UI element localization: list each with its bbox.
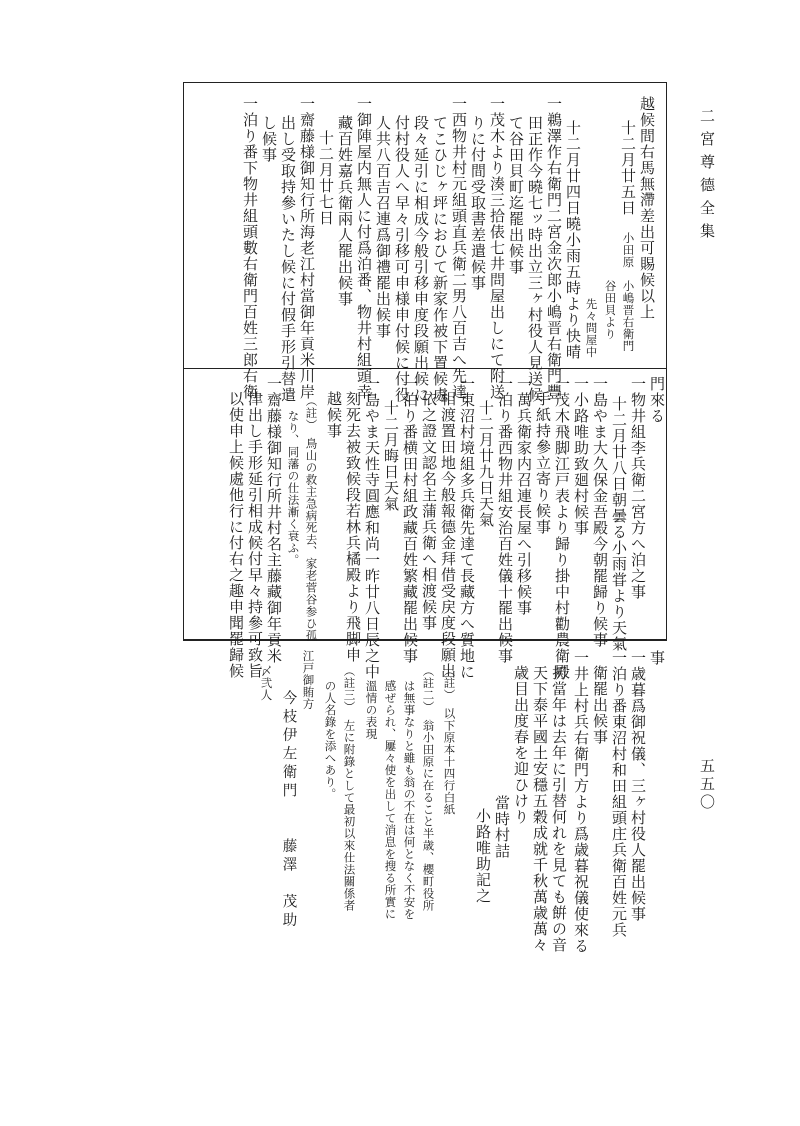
middle-section-line: 一島やま天性寺圓應和尚一昨廿八日辰之中 — [363, 376, 381, 680]
bottom-section-line: 事 — [648, 650, 666, 666]
bottom-section-line: 江戸御賄方 — [301, 650, 316, 710]
middle-section-line: 一物井組李兵衛二宮方へ泊之事 — [629, 376, 647, 600]
top-section-line: 田正作今曉七ッ時出立三ヶ村役人見送候 — [526, 115, 544, 403]
bottom-section-line: 小路唯助記之 — [474, 808, 492, 904]
middle-section-line: 十二月廿八日朝曇る小雨甞より天氣 — [610, 396, 628, 652]
top-section-line: 先々問屋中 — [584, 298, 599, 358]
bottom-section-line: 歳目出度春を迎ひけり — [512, 665, 530, 825]
bottom-section-line: 今枝伊左衛門 藤澤 茂助 — [280, 690, 297, 931]
middle-section-line: 相渡置田地今般報德金拜借受戻度段願出 — [439, 391, 457, 679]
bottom-section-line: 感ぜられ、屢々使を出して消息を搜る所實に — [383, 680, 398, 920]
bottom-section-line: （註） 以下原本十四行白紙 — [442, 665, 457, 816]
top-section-line: 十二月廿五日 — [619, 120, 637, 216]
middle-section-line: 一泊り番西物井組安治百姓儀十罷出候事 — [496, 376, 514, 664]
top-section-line: 一鵜澤作右衛門二宮金次郎小嶋晋右衛門豐 — [545, 96, 563, 400]
top-section-line: 小田原 小嶋晋右衛門 — [621, 232, 636, 352]
bottom-section-line: 當時村詰 — [493, 795, 511, 859]
top-section-line: てこひじヶ坪におひて新家作被下置候處 — [431, 115, 449, 403]
middle-section-line: 十二月廿九日天氣 — [477, 400, 495, 528]
middle-section-line: 一齋藤様御知行所井村名主藤藏御年貢米 — [265, 376, 283, 664]
bottom-section-line: の人名錄を添へあり。 — [323, 680, 338, 800]
bottom-section-line: 天下泰平國土安穩五穀成就千秋萬歳萬々 — [531, 665, 549, 953]
book-title: 二宮尊德全集 — [698, 108, 716, 246]
top-section-line: し候事 — [260, 115, 278, 163]
top-section-line: 一泊り番下物井組頭數右衛門百姓三郎右衛 — [241, 96, 259, 400]
bottom-section-line: 一歳暮爲御祝儀、三ヶ村役人罷出候事 — [629, 650, 647, 922]
bottom-section-line: 〆弐人 — [259, 665, 274, 701]
page-number: 五五〇 — [698, 758, 716, 812]
middle-section-line: 門來る — [648, 376, 666, 424]
top-section-line: 藏百姓嘉兵衛兩人罷出候事 — [336, 115, 354, 307]
top-section-line: 一御陣屋内無人に付爲泊番、物井村組頭幸 — [355, 96, 373, 400]
bottom-section-line: 一泊り番東沼村和田組頭庄兵衛百姓元兵 — [610, 650, 628, 938]
top-section-line: 付村役人へ早々引移可申様申付候に付役 — [393, 115, 411, 403]
top-section-line: て谷田貝町迄罷出候事 — [507, 115, 525, 275]
top-section-line: 十二月廿七日 — [317, 130, 335, 226]
middle-section-line: 一島やま大久保金吾殿今朝罷歸り候事 — [591, 376, 609, 648]
middle-section-line: （註） 鳥山の救主急病死去、家老菅谷参ひ孤 — [304, 395, 319, 642]
bottom-section-line: 衛罷出候事 — [591, 665, 609, 745]
top-section-line: 一茂木より湊三拾俵七井問屋出しにて附送 — [488, 96, 506, 400]
bottom-section-line: 扨當年は去年に引替何れを見ても餠の音 — [550, 665, 568, 953]
middle-section-line: なり、同藩の仕法漸く衰ふ。 — [286, 410, 301, 566]
top-section-line: 一齋藤様御知行所海老江村當御年貢米川岸 — [298, 96, 316, 400]
top-section-line: 人共八百吉召連爲御禮罷出候事 — [374, 115, 392, 339]
middle-section-line: 以使申上候處他行に付右之趣申聞罷歸候 — [227, 391, 245, 679]
middle-section-line: 十二月晦日天氣 — [382, 400, 400, 512]
top-section-line: りに付間受取書差遣候事 — [469, 115, 487, 291]
middle-section-line: 越候事 — [325, 391, 343, 439]
middle-section-line: 一茂木飛脚江戸表より歸り掛中村勸農衛殿 — [553, 376, 571, 680]
top-section-line: 出し受取持參いたし候に付假手形引替遣 — [279, 115, 297, 403]
middle-section-line: 一小路唯助致廻村候事 — [572, 376, 590, 536]
top-section-line: 段々延引に相成今般引移申度段願出候に — [412, 115, 430, 403]
bottom-section-line: は無事なりと雖も翁の不在は何となく不安を — [402, 680, 417, 920]
bottom-section-line: 溫情の表現 — [364, 680, 379, 740]
middle-section-line: 刻死去被致候段若林兵橘殿より飛脚申 — [344, 391, 362, 663]
bottom-section-line: 一井上村兵右衛門方より爲歳暮祝儀使來る — [572, 650, 590, 954]
top-section-line: 越候間右馬無滯差出可賜候以上 — [638, 96, 656, 320]
middle-section-line: 一東沼村境組多兵衛先達て長藏方へ質地に — [458, 376, 476, 680]
bottom-section-line: （註二） 翁小田原に在ること半歳、櫻町役所 — [421, 665, 436, 912]
top-section-line: 十二月廿四日曉小雨五時より快晴 — [564, 120, 582, 360]
bottom-section-line: （註三） 左に附錄として最初以來仕法關係者 — [342, 665, 357, 912]
middle-section-line: 一泊り番横田村組政藏百姓繁藏罷出候事 — [401, 376, 419, 664]
middle-section-line: 手紙持參立寄り候事 — [534, 391, 552, 535]
top-section-line: 一西物井村元組頭直兵衛二男八百吉へ先達 — [450, 96, 468, 400]
middle-section-line: 津出し手形延引相成候付早々持參可致旨 — [246, 391, 264, 679]
top-section-line: 谷田貝より — [603, 280, 618, 340]
middle-section-line: 一萬兵衛家内召連長屋へ引移候事 — [515, 376, 533, 616]
middle-section-line: 依之證文認名主蒲兵衛へ相渡候事 — [420, 391, 438, 631]
